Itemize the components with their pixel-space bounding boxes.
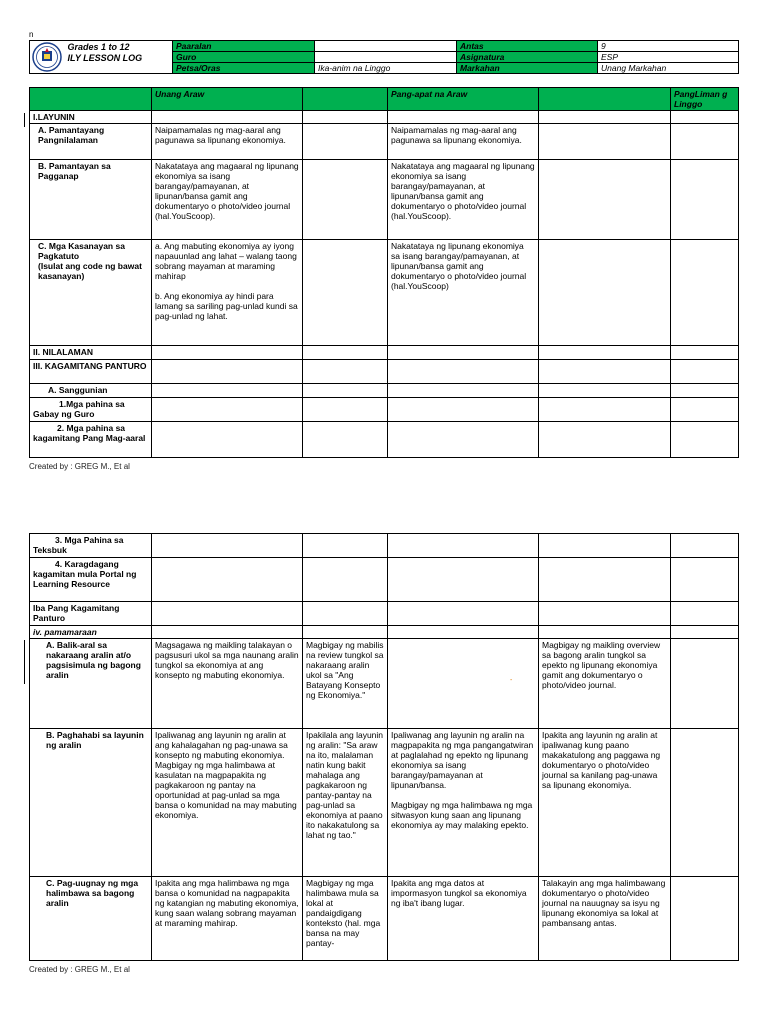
cell-b-day4: Nakatataya ang magaaral ng lipunang ekonomiya sa isang barangay/pamayanan, at lipunan/bansa gamit ang dokumentaryo o photo/video journal (hal.YouScoop). [388, 160, 539, 240]
value-paaralan [315, 41, 457, 52]
row-teksbuk: 3. Mga Pahina sa Teksbuk [30, 534, 152, 558]
row-kagamitang-mag-aaral: 2. Mga pahina sa kagamitang Pang Mag-aaral [30, 422, 152, 458]
cell [671, 422, 739, 458]
cell [303, 346, 388, 360]
label-guro: Guro [173, 52, 315, 63]
cell [303, 160, 388, 240]
cell [152, 558, 303, 602]
cell-c-day1: Ipakita ang mga halimbawa ng mga bansa o komunidad na nagpapakita ng katangian ng mabuting ekonomiya, kung saan walang sobrang mayaman at maraming mahirap. [152, 877, 303, 961]
footer-credit: Created by : GREG M., Et al [29, 462, 130, 471]
cell [539, 602, 671, 626]
row-sanggunian: A. Sanggunian [30, 384, 152, 398]
lesson-log-header [29, 40, 739, 74]
cell [671, 558, 739, 602]
cell [671, 384, 739, 398]
row-iba-pang-kagamitan: Iba Pang Kagamitang Panturo [30, 602, 152, 626]
deped-seal-icon [32, 42, 62, 72]
cell-c-day4: Ipakita ang mga datos at impormasyon tungkol sa ekonomiya ng iba't ibang lugar. [388, 877, 539, 961]
cell [671, 602, 739, 626]
row-layunin: I.LAYUNIN [30, 111, 152, 124]
cell [671, 160, 739, 240]
cell-c-day2: Magbigay ng mga halimbawa mula sa lokal at pandaigdigang konteksto (hal. mga bansa na may pantay- [303, 877, 388, 961]
cell [388, 384, 539, 398]
cell [671, 124, 739, 160]
cell-c-day1 [152, 240, 303, 346]
cell [539, 534, 671, 558]
value-markahan: Unang Markahan [598, 63, 739, 74]
cell [388, 534, 539, 558]
footer-credit: Created by : GREG M., Et al [29, 965, 130, 974]
cell [539, 558, 671, 602]
cell-a-day2: Magbigay ng mabilis na review tungkol sa nakaraang aralin ukol sa "Ang Batayang Konsepto ng Ekonomiya." [303, 639, 388, 729]
cell [303, 422, 388, 458]
cell [671, 346, 739, 360]
cell [152, 346, 303, 360]
cell [671, 240, 739, 346]
logo-cell [30, 41, 66, 74]
label-antas: Antas [457, 41, 598, 52]
cell [303, 398, 388, 422]
row-kasanayan-sa-pagkatuto [30, 240, 152, 346]
paghahabi-day4-b: Magbigay ng mga halimbawa ng mga sitwasyon kung saan ang lipunang ekonomiya ay may malaking epekto. [391, 800, 533, 830]
row-gabay-ng-guro: 1.Mga pahina sa Gabay ng Guro [30, 398, 152, 422]
label-asignatura: Asignatura [457, 52, 598, 63]
row-pamantayang-pangnilalaman: A. Pamantayang Pangnilalaman [30, 124, 152, 160]
row-nilalaman: II. NILALAMAN [30, 346, 152, 360]
cell [152, 111, 303, 124]
value-asignatura: ESP [598, 52, 739, 63]
row-pamamaraan: iv. pamamaraan [30, 626, 152, 639]
lesson-table-part1 [29, 87, 739, 458]
cell [152, 626, 303, 639]
row-balik-aral: A. Balik-aral sa nakaraang aralin at/o pagsisimula ng bagong aralin [30, 639, 152, 729]
header-day5 [539, 88, 671, 111]
margin-mark [24, 640, 25, 684]
header-day1: Unang Araw [152, 88, 303, 111]
cell [539, 124, 671, 160]
cell [671, 729, 739, 877]
cell [388, 398, 539, 422]
row-karagdagang-kagamitan: 4. Karagdagang kagamitan mula Portal ng Learning Resource [30, 558, 152, 602]
cell-a-day1: Naipamamalas ng mag-aaral ang pagunawa sa lipunang ekonomiya. [152, 124, 303, 160]
cell [388, 558, 539, 602]
cell [539, 160, 671, 240]
cell [539, 111, 671, 124]
cell [303, 602, 388, 626]
cell [388, 639, 539, 729]
cell [303, 626, 388, 639]
cell [539, 346, 671, 360]
cell-a-day4: Naipamamalas ng mag-aaral ang pagunawa sa lipunang ekonomiya. [388, 124, 539, 160]
cell [152, 384, 303, 398]
kasanayan-a: a. Ang mabuting ekonomiya ay iyong napauunlad ang lahat – walang taong sobrang mayaman at maraming mahirap [155, 241, 297, 281]
cell [539, 384, 671, 398]
cell [388, 346, 539, 360]
cell-a-day5: Magbigay ng maikling overview sa bagong aralin tungkol sa epekto ng lipunang ekonomiya gamit ang dokumentaryo o photo/video journal. [539, 639, 671, 729]
label-petsa-oras: Petsa/Oras [173, 63, 315, 74]
cell [303, 558, 388, 602]
page-mark: n [29, 30, 34, 39]
cell-b-day1: Nakatataya ang magaaral ng lipunang ekonomiya sa isang barangay/pamayanan, at lipunan/bansa gamit ang dokumentaryo o photo/video journal (hal.YouScoop). [152, 160, 303, 240]
cell-b-day2: Ipakilala ang layunin ng aralin: "Sa araw na ito, malalaman natin kung bakit mahalaga ang pagkakaroon ng pantay-pantay na pag-unlad sa ekonomiya at paano ito nakakatulong sa lahat ng tao." [303, 729, 388, 877]
value-guro [315, 52, 457, 63]
lesson-log-title [66, 41, 173, 74]
row-pag-uugnay: C. Pag-uugnay ng mga halimbawa sa bagong aralin [30, 877, 152, 961]
cell [671, 534, 739, 558]
cell [388, 360, 539, 384]
cell-c-day4: Nakatataya ng lipunang ekonomiya sa isang barangay/pamayanan, at lipunan/bansa gamit ang dokumentaryo o photo/video journal (hal.YouScoop) [388, 240, 539, 346]
value-antas: 9 [598, 41, 739, 52]
kasanayan-label: C. Mga Kasanayan sa Pagkatuto [38, 241, 125, 261]
label-markahan: Markahan [457, 63, 598, 74]
cell [539, 422, 671, 458]
cell [539, 360, 671, 384]
row-kagamitang-panturo: III. KAGAMITANG PANTURO [30, 360, 152, 384]
row-pamantayan-sa-pagganap: B. Pamantayan sa Pagganap [30, 160, 152, 240]
cell [539, 398, 671, 422]
stray-mark: - [510, 677, 513, 684]
cell [671, 111, 739, 124]
title-grades: Grades 1 to 12 [67, 42, 130, 52]
row-paghahabi: B. Paghahabi sa layunin ng aralin [30, 729, 152, 877]
margin-mark [24, 113, 25, 127]
cell [671, 360, 739, 384]
cell [539, 240, 671, 346]
lesson-table-part2 [29, 533, 739, 961]
header-blank [30, 88, 152, 111]
cell-a-day1: Magsagawa ng maikling talakayan o pagsusuri ukol sa mga naunang aralin tungkol sa ekonomiya at ang konsepto ng mabuting ekonomiya. [152, 639, 303, 729]
title-daily-lesson-log: ILY LESSON LOG [67, 53, 143, 63]
cell [303, 111, 388, 124]
cell-b-day5: Ipakita ang layunin ng aralin at ipaliwanag kung paano makakatulong ang paggawa ng dokumentaryo o photo/video journal sa kanilang pag-unawa sa lipunang ekonomiya. [539, 729, 671, 877]
cell [388, 422, 539, 458]
cell [303, 124, 388, 160]
label-paaralan: Paaralan [173, 41, 315, 52]
header-day6: PangLiman g Linggo [671, 88, 739, 111]
cell [388, 111, 539, 124]
cell [303, 534, 388, 558]
kasanayan-note: (Isulat ang code ng bawat kasanayan) [38, 261, 142, 281]
cell [303, 384, 388, 398]
cell [152, 534, 303, 558]
cell [152, 602, 303, 626]
cell [303, 240, 388, 346]
cell [671, 639, 739, 729]
cell [152, 422, 303, 458]
cell [152, 360, 303, 384]
kasanayan-b: b. Ang ekonomiya ay hindi para lamang sa sariling pag-unlad kundi sa pag-unlad ng lahat. [155, 291, 298, 321]
header-day4: Pang-apat na Araw [388, 88, 539, 111]
cell [539, 626, 671, 639]
header-day2 [303, 88, 388, 111]
cell [303, 360, 388, 384]
cell [152, 398, 303, 422]
cell-c-day5: Talakayin ang mga halimbawang dokumentaryo o photo/video journal na nauugnay sa isyu ng lipunang ekonomiya sa lokal at pambansang antas. [539, 877, 671, 961]
paghahabi-day4-a: Ipaliwanag ang layunin ng aralin na magpapakita ng mga pangangatwiran at paglalahad ng epekto ng lipunang ekonomiya sa isang barangay/pamayanan at lipunan/bansa. [391, 730, 534, 790]
cell [671, 398, 739, 422]
cell-b-day1: Ipaliwanag ang layunin ng aralin at ang kahalagahan ng pag-unawa sa konsepto ng mabuting ekonomiya. Magbigay ng mga halimbawa at kasulatan na magpapakita ng pagkakaroon ng pantay na oportunidad at pag-unlad sa mga bansa o komunidad na may mabuting ekonomiya. [152, 729, 303, 877]
cell [671, 877, 739, 961]
value-petsa-oras: Ika-anim na Linggo [315, 63, 457, 74]
cell [671, 626, 739, 639]
cell [388, 626, 539, 639]
cell [388, 602, 539, 626]
cell-b-day4 [388, 729, 539, 877]
